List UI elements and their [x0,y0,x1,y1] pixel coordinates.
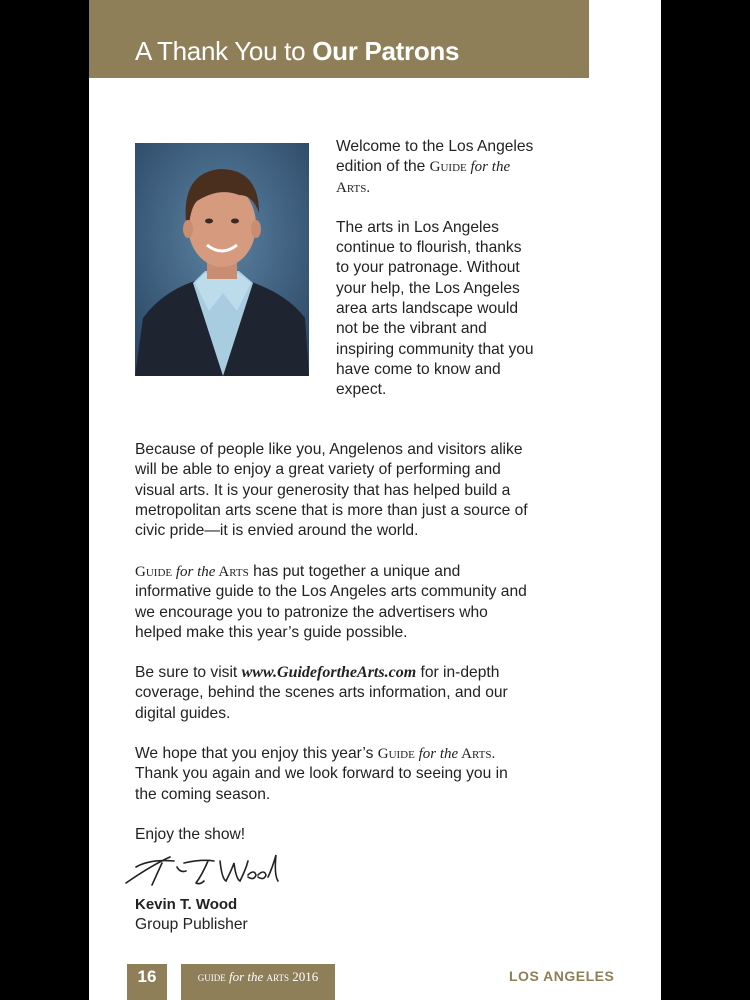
body-paragraph-7: Enjoy the show! [135,826,246,843]
brand-name: Guide for the Arts. [377,746,496,762]
publisher-role: Group Publisher [135,916,248,933]
signature-image [122,845,282,890]
body-paragraph-4: Guide for the Arts has put together a unique and informative guide to the Los Angeles arts community and we encourage you to patronize the advertisers who helped make this year’s guide possible. [135,563,527,641]
body-paragraph-6: We hope that you enjoy this year’s Guide for the Arts. Thank you again and we look forward to seeing you in the coming season. [135,745,508,803]
brand-name: Guide for the Arts. [336,159,511,196]
page-number: 16 [127,964,167,1000]
footer-guide-label: guide for the arts 2016 [181,964,335,1000]
website-link[interactable]: www.GuidefortheArts.com [241,664,417,681]
footer-city: LOS ANGELES [509,968,615,984]
page-title: A Thank You to Our Patrons [135,36,460,66]
page-title-bold: Our Patrons [312,36,460,66]
publisher-photo [135,143,309,376]
intro-column [336,137,536,401]
intro-paragraph-2: The arts in Los Angeles continue to flourish, thanks to your patronage. Without your help, the Los Angeles area arts landscape would not be the vibrant and inspiring community that you have come to know and expect. [336,218,534,399]
brand-name: Guide for the Arts [135,564,249,580]
body-paragraph-3: Because of people like you, Angelenos and visitors alike will be able to enjoy a great variety of performing and visual arts. It is your generosity that has helped build a metropolitan arts scene that is more than just a source of civic pride—it is envied around the world. [135,441,528,540]
intro-paragraph-1: Welcome to the Los Angeles edition of the Guide for the Arts. [336,138,534,196]
portrait-image [135,143,309,376]
body-paragraph-5: Be sure to visit www.GuidefortheArts.com for in-depth coverage, behind the scenes arts information, and our digital guides. [135,664,508,722]
publisher-name: Kevin T. Wood [135,896,238,913]
header-banner [89,0,589,78]
